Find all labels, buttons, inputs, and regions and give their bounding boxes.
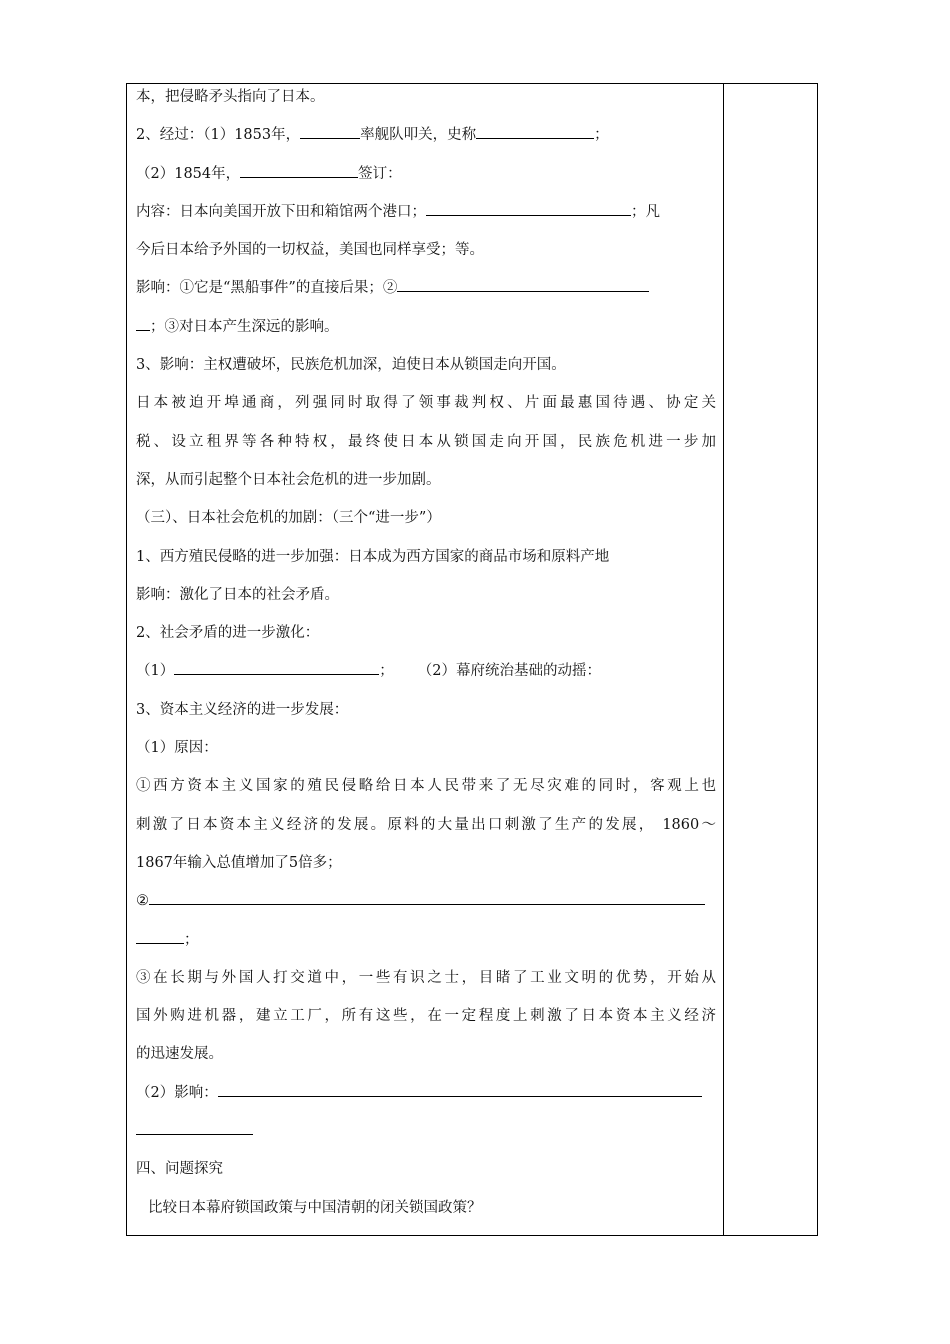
text: 日本被迫开埠通商，列强同时取得了领事裁判权、片面最惠国待遇、协定关: [136, 395, 716, 412]
text: ；: [379, 663, 394, 680]
text: ；凡: [631, 203, 660, 220]
text-line: [136, 966, 716, 1004]
text: 比较日本幕府锁国政策与中国清朝的闭关锁国政策？: [148, 1199, 482, 1216]
text-line: [136, 659, 716, 697]
text: 的迅速发展。: [136, 1046, 223, 1063]
text-line: [136, 698, 716, 736]
text: 今后日本给予外国的一切权益，美国也同样享受；等。: [136, 242, 484, 259]
fill-blank: [426, 201, 631, 216]
text: （2）影响：: [136, 1084, 218, 1101]
text: 2、经过：（1）1853年，: [136, 127, 301, 144]
text: 影响：①它是“黑船事件”的直接后果；②: [136, 280, 398, 297]
text: 3、资本主义经济的进一步发展：: [136, 701, 349, 718]
text-line: [136, 238, 716, 276]
text: ①西方资本主义国家的殖民侵略给日本人民带来了无尽灾难的同时，客观上也: [136, 778, 716, 795]
text-line: [136, 315, 716, 353]
text-line: [136, 200, 716, 238]
text: 签订：: [358, 165, 402, 182]
text-line: [136, 353, 716, 391]
text: 影响：激化了日本的社会矛盾。: [136, 586, 339, 603]
text-line: [136, 928, 716, 966]
text-line: [136, 774, 716, 812]
text-line: [136, 545, 716, 583]
text-line: [136, 851, 716, 889]
fill-blank: [136, 1120, 253, 1135]
fill-blank: [476, 124, 594, 139]
text-line: [136, 391, 716, 429]
text-line: [136, 1042, 716, 1080]
fill-blank: [136, 929, 184, 944]
text-line: [136, 889, 716, 927]
text: 1、西方殖民侵略的进一步加强：日本成为西方国家的商品市场和原料产地: [136, 548, 610, 565]
fill-blank: [240, 163, 358, 178]
text-line: [136, 123, 716, 161]
text: 3、影响：主权遭破坏，民族危机加深，迫使日本从锁国走向开国。: [136, 357, 566, 374]
text-line: [136, 468, 716, 506]
fill-blank: [397, 277, 649, 292]
text-line: [136, 430, 716, 468]
question-text: [136, 1196, 716, 1234]
fill-blank: [174, 660, 379, 675]
text: 深，从而引起整个日本社会危机的进一步加剧。: [136, 471, 441, 488]
text-line: [136, 1119, 716, 1157]
text: 国外购进机器，建立工厂，所有这些，在一定程度上刺激了日本资本主义经济: [136, 1008, 716, 1025]
text-line: [136, 736, 716, 774]
text: 内容：日本向美国开放下田和箱馆两个港口；: [136, 203, 426, 220]
fill-blank: [136, 316, 150, 331]
text: （1）: [136, 663, 175, 680]
text-line: [136, 813, 716, 851]
fill-blank: [149, 890, 705, 905]
document-content: [136, 85, 716, 1234]
text: 率舰队叩关，史称: [360, 127, 477, 144]
text: ；③对日本产生深远的影响。: [150, 318, 339, 335]
text: ；: [184, 931, 199, 948]
text: （2）1854年，: [136, 165, 241, 182]
column-divider: [723, 83, 724, 1236]
text: ③在长期与外国人打交道中，一些有识之士，目睹了工业文明的优势，开始从: [136, 969, 716, 986]
text-line: [136, 85, 716, 123]
text: （三）、日本社会危机的加剧：（三个“进一步”）: [136, 510, 441, 527]
section-heading: [136, 506, 716, 544]
text: （2）幕府统治基础的动摇：: [417, 663, 601, 680]
text-line: [136, 583, 716, 621]
text: 2、社会矛盾的进一步激化：: [136, 625, 320, 642]
text-line: [136, 162, 716, 200]
text: ；: [594, 127, 609, 144]
text-line: [136, 1081, 716, 1119]
text: 税、设立租界等各种特权，最终使日本从锁国走向开国，民族危机进一步加: [136, 433, 716, 450]
text-line: [136, 621, 716, 659]
text: 本，把侵略矛头指向了日本。: [136, 89, 325, 105]
text: （1）原因：: [136, 740, 218, 757]
text: 1867年输入总值增加了5倍多；: [136, 854, 342, 871]
text: 四、问题探究: [136, 1161, 223, 1178]
section-heading: [136, 1157, 716, 1195]
fill-blank: [218, 1082, 702, 1097]
text-line: [136, 276, 716, 314]
text: 刺激了日本资本主义经济的发展。原料的大量出口刺激了生产的发展， 1860～: [136, 816, 716, 833]
text-line: [136, 1004, 716, 1042]
fill-blank: [300, 124, 360, 139]
text: ②: [136, 893, 149, 910]
